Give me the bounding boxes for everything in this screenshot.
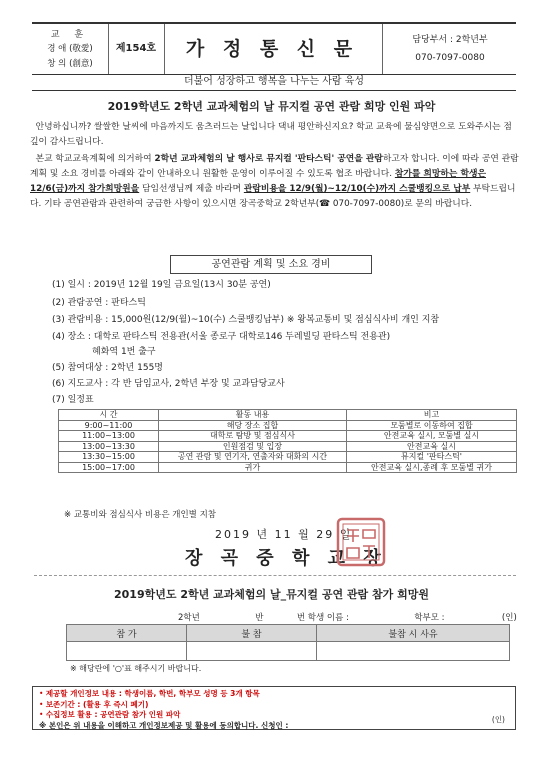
notice-text-a: 본교 학교교육계획에 의거하여	[35, 154, 155, 164]
schedule-note: 안전교육 실시, 모둠별 실시	[347, 431, 517, 442]
bullet-icon: •	[39, 699, 46, 709]
form-fields	[178, 611, 517, 623]
table-row	[59, 420, 517, 431]
absent-reason-cell[interactable]	[317, 642, 510, 661]
check-note: ※ 해당란에 '○'표 해주시기 바랍니다.	[70, 664, 202, 673]
absent-reason-header: 불참 시 사유	[317, 625, 510, 642]
plan-item-participants: (5) 참여대상 : 2학년 155명	[52, 363, 163, 373]
privacy-consent-box	[32, 686, 516, 730]
greeting-paragraph	[30, 120, 520, 150]
attend-header: 참 가	[67, 625, 187, 642]
section-title: 공연관람 계획 및 소요 경비	[170, 255, 372, 274]
attendance-input-row	[67, 642, 510, 661]
notice-paragraph	[30, 152, 520, 212]
principal-signature: 장 곡 중 학 교 장	[185, 548, 387, 569]
schedule-header-activity: 활동 내용	[159, 410, 347, 421]
schedule-time: 13:30~15:00	[59, 452, 159, 463]
attendance-table	[66, 624, 510, 661]
schedule-time: 9:00~11:00	[59, 420, 159, 431]
schedule-activity: 인원점검 및 입장	[159, 441, 347, 452]
bullet-icon: •	[39, 710, 46, 719]
plan-item-show: (2) 관람공연 : 판타스틱	[52, 298, 146, 308]
schedule-note: 안전교육 실시	[347, 441, 517, 452]
department: 담당부서 : 2학년부	[412, 35, 488, 45]
schedule-header-row	[59, 410, 517, 421]
headline: 2019학년도 2학년 교과체험의 날 뮤지컬 공연 관람 희망 인원 파악	[107, 100, 436, 113]
schedule-note: 모둠별로 이동하여 집합	[347, 420, 517, 431]
attendance-header-row	[67, 625, 510, 642]
motto-title: 교 훈	[50, 30, 90, 40]
plan-item-cost: (3) 관람비용 : 15,000원(12/9(월)~10(수) 스쿨뱅킹납부) ※ 왕복교통비 및 점심식사비 개인 지참	[52, 315, 440, 325]
newsletter-header	[32, 22, 516, 75]
cut-line	[34, 575, 516, 576]
attend-cell[interactable]	[67, 642, 187, 661]
plan-item-schedule: (7) 일정표	[52, 395, 94, 405]
student-name-field[interactable]: 번 학생 이름 :	[296, 613, 349, 623]
notice-text-g: 부탁드립니다. 기타 공연관람과 관련하여 궁금한 사항이 있으시면 장곡중학교 2학년부(☎ 070-7097-0080)로 문의 바랍니다.	[30, 184, 516, 209]
plan-item-venue-exit: 혜화역 1번 출구	[92, 347, 156, 357]
newsletter-title: 가 정 통 신 문	[185, 38, 359, 60]
schedule-time: 11:00~13:00	[59, 431, 159, 442]
notice-text-b: 2학년 교과체험의 날 행사로 뮤지컬 '판타스틱' 공연을 관람	[154, 154, 383, 164]
schedule-time: 15:00~17:00	[59, 462, 159, 473]
department-info	[382, 24, 517, 74]
issue-number: 제154호	[108, 24, 165, 74]
table-row	[59, 452, 517, 463]
bullet-icon: •	[39, 689, 46, 698]
plan-item-teachers: (6) 지도교사 : 각 반 담임교사, 2학년 부장 및 교과담당교사	[52, 379, 285, 389]
schedule-activity: 대학로 탐방 및 점심식사	[159, 431, 347, 442]
applicant-seal-mark: (인)	[491, 714, 505, 724]
absent-header: 불 참	[187, 625, 317, 642]
department-phone: 070-7097-0080	[415, 53, 485, 63]
notice-text-f: 관람비용을 12/9(월)~12/10(수)까지 스쿨뱅킹으로 납부	[243, 184, 471, 194]
privacy-line-3: 수집정보 활용 : 공연관람 참가 인원 파악	[45, 710, 181, 719]
notice-text-c: 하고자 합니다. 이에 따라 공연 관람 계획 및 소요 경비를 아래와 같이 안내하오니 원활한 운영이 이루어질 수 있도록 협조 바랍니다.	[30, 154, 519, 179]
table-row	[59, 431, 517, 442]
school-motto	[32, 24, 109, 74]
schedule-activity: 해당 장소 집합	[159, 420, 347, 431]
privacy-line-2: 보존기간 : (활용 후 즉시 폐기)	[45, 699, 149, 709]
greeting-text: 안녕하십니까? 쌀쌀한 날씨에 마음까지도 움츠러드는 날입니다 댁내 평안하신지요? 학교 교육에 물심양면으로 도와주시는 점 깊이 감사드립니다.	[30, 122, 512, 147]
plan-item-venue: (4) 장소 : 대학로 판타스틱 전용관(서울 종로구 대학로146 두레빌딩 판타스틱 전용관)	[52, 332, 391, 342]
notice-text-e: 담임선생님께 제출 바라며	[139, 184, 244, 194]
motto-line-1: 경 애 (敬愛)	[47, 44, 93, 54]
schedule-time: 13:00~13:30	[59, 441, 159, 452]
parent-seal-mark: (인)	[501, 613, 517, 623]
privacy-line-4: ※ 본인은 위 내용을 이해하고 개인정보제공 및 활용에 동의합니다. 신청인 :	[39, 720, 289, 730]
schedule-note: 뮤지컬 '판타스틱'	[347, 452, 517, 463]
notice-text-d: 참가를 희망하는 학생은 12/6(금)까지 참가희망원을	[30, 169, 486, 194]
schedule-activity: 귀가	[159, 462, 347, 473]
parent-name-field[interactable]: 학부모 :	[414, 613, 445, 623]
school-slogan: 더불어 성장하고 행복을 나누는 사람 육성	[32, 74, 516, 91]
grade-label: 2학년	[178, 613, 200, 623]
schedule-header-note: 비고	[347, 410, 517, 421]
plan-item-date: (1) 일시 : 2019년 12월 19일 금요일(13시 30분 공연)	[52, 280, 271, 290]
issue-date: 2019 년 11 월 29 일	[215, 528, 353, 541]
table-row	[59, 462, 517, 473]
schedule-header-time: 시 간	[59, 410, 159, 421]
schedule-activity: 공연 관람 및 연기자, 연출자와 대화의 시간	[159, 452, 347, 463]
schedule-note: 안전교육 실시,종례 후 모둠별 귀가	[347, 462, 517, 473]
school-seal-icon	[335, 516, 387, 568]
motto-line-2: 창 의 (創意)	[47, 59, 93, 69]
transport-note: ※ 교통비와 점심식사 비용은 개인별 지참	[64, 510, 217, 520]
schedule-table	[58, 409, 517, 473]
class-field[interactable]: 반	[255, 613, 264, 623]
table-row	[59, 441, 517, 452]
form-title: 2019학년도 2학년 교과체험의 날_뮤지컬 공연 관람 참가 희망원	[114, 588, 429, 601]
privacy-line-1: 제공할 개인정보 내용 : 학생이름, 학번, 학부모 성명 등 3개 항목	[45, 689, 260, 698]
absent-cell[interactable]	[187, 642, 317, 661]
